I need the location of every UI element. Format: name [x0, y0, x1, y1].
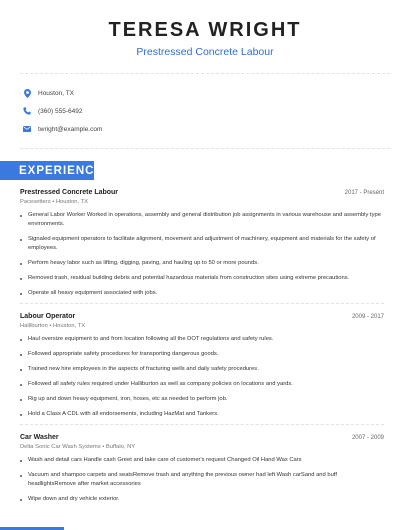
job-bullet: Operate all heavy equipment associated with jobs. — [20, 289, 384, 298]
job-bullet: Removed trash, residual building debris and potential hazardous materials from construction sites using extreme precautions. — [20, 274, 384, 283]
job-bullet: Wash and detail cars Handle cash Greet and take care of customer's request Changed Oil Hand Wax Cars — [20, 456, 384, 465]
contact-divider — [20, 148, 390, 149]
company-name: Delta Sonic Car Wash Systems — [20, 444, 101, 450]
resume-header — [0, 0, 410, 59]
job-bullet: Haul oversize equipment to and from location following all the DOT regulations and safety rules. — [20, 335, 384, 344]
company-location: Houston, TX — [52, 323, 86, 329]
company-name: Halliburton — [20, 323, 48, 329]
candidate-name: TERESA WRIGHT — [108, 19, 302, 41]
job-company: Halliburton • Houston, TX — [20, 323, 86, 329]
location-text: Houston, TX — [38, 89, 75, 97]
job-dates: 2007 - 2009 — [351, 435, 384, 441]
job-bullet: Followed appropriate safety procedures for transporting dangerous goods. — [20, 350, 384, 359]
job-entry — [20, 189, 384, 298]
company-location: Buffalo, NY — [105, 444, 136, 450]
job-dates: 2009 - 2017 — [351, 314, 384, 320]
map-pin-icon — [22, 88, 32, 98]
job-bullet: Wipe down and dry vehicle exterior. — [20, 495, 384, 504]
job-title: Labour Operator — [20, 313, 76, 320]
email-link[interactable]: twright@example.com — [38, 125, 103, 133]
job-entry — [20, 434, 384, 504]
contact-list — [0, 74, 410, 148]
job-bullet: Signaled equipment operators to facilitate alignment, movement and adjustment of machinery, equipment and materials for the safety of employees. — [20, 235, 384, 253]
experience-heading — [0, 161, 104, 180]
job-bullet: Perform heavy labor such as lifting, digging, paving, and hauling up to 50 or more pounds. — [20, 259, 384, 268]
contact-email — [22, 120, 410, 138]
job-bullet: Rig up and down heavy equipment, iron, hoses, etc as needed to perform job. — [20, 395, 384, 404]
job-company: Pacesetters • Houston, TX — [20, 199, 88, 205]
job-bullet: Trained new hire employees in the aspects of fracturing wells and daily safety procedures. — [20, 365, 384, 374]
job-divider — [20, 303, 384, 304]
experience-list — [0, 189, 410, 504]
job-title: Car Washer — [20, 434, 59, 441]
company-location: Houston, TX — [55, 199, 88, 205]
job-divider — [20, 424, 384, 425]
job-company: Delta Sonic Car Wash Systems • Buffalo, NY — [20, 444, 136, 450]
envelope-icon — [22, 124, 32, 134]
job-entry — [20, 313, 384, 419]
job-dates: 2017 - Present — [344, 190, 384, 196]
contact-location — [22, 84, 410, 102]
experience-heading-label: EXPERIENCE — [19, 164, 104, 177]
phone-text: (360) 555-6492 — [38, 107, 83, 115]
job-bullet: Vacuum and shampoo carpets and seatsRemove trash and anything the previous owner had left Wash carSand and buff headlightsRemove after market accessories — [20, 471, 384, 489]
company-name: Pacesetters — [20, 199, 51, 205]
phone-icon — [22, 106, 32, 116]
job-bullet: General Labor Worker Worked in operations, assembly and general distribution job assignments in various warehouse and assembly type environments. — [20, 211, 384, 229]
job-bullets — [20, 211, 384, 298]
job-bullets — [20, 335, 384, 419]
job-bullets — [20, 456, 384, 504]
contact-phone — [22, 102, 410, 120]
job-bullet: Followed all safety rules required under Halliburton as well as company policies on locations and yards. — [20, 380, 384, 389]
job-bullet: Hold a Class A CDL with all endorsements, including HazMat and Tankers. — [20, 410, 384, 419]
job-title: Prestressed Concrete Labour — [20, 189, 119, 196]
candidate-title: Prestressed Concrete Labour — [136, 46, 274, 58]
